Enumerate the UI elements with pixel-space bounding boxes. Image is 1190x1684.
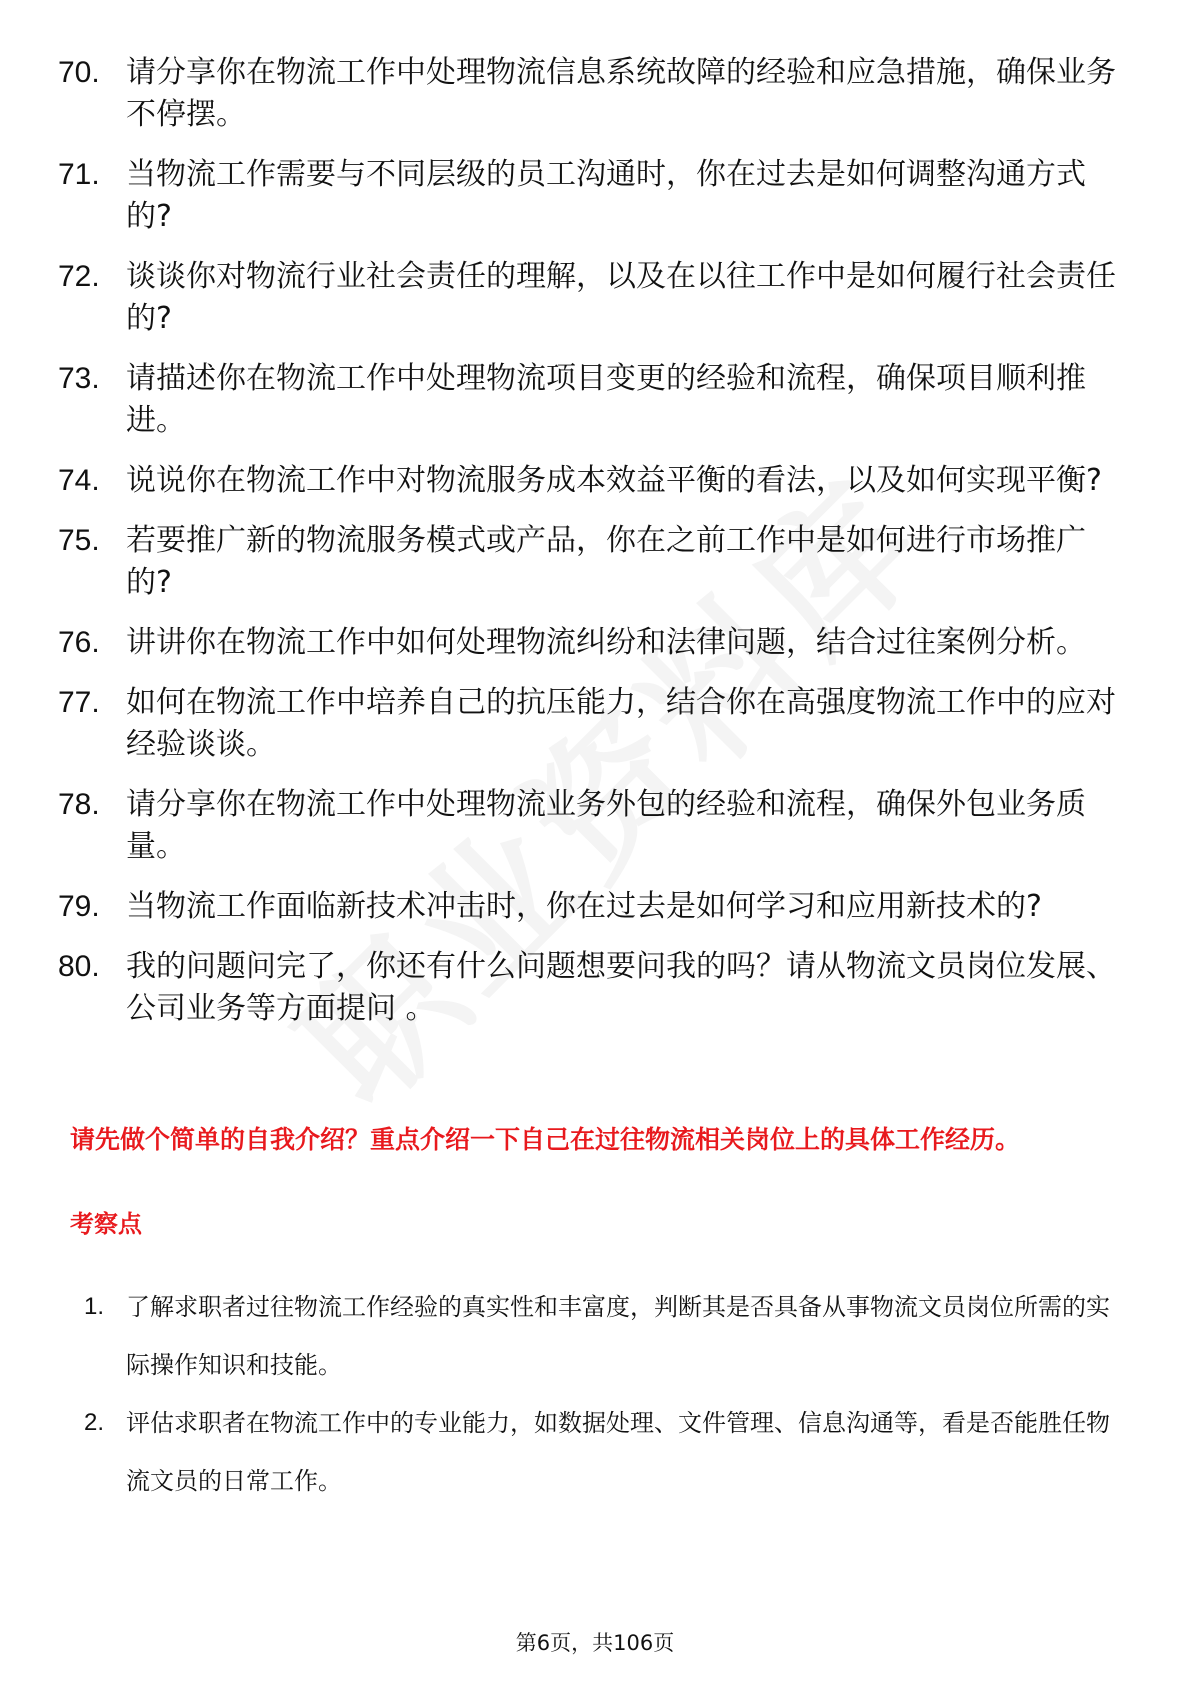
point-number: 2. bbox=[84, 1409, 105, 1436]
section-title: 请先做个简单的自我介绍？重点介绍一下自己在过往物流相关岗位上的具体工作经历。 bbox=[70, 1125, 1021, 1154]
question-text: 说说你在物流工作中对物流服务成本效益平衡的看法，以及如何实现平衡? bbox=[126, 463, 1102, 498]
question-text: 如何在物流工作中培养自己的抗压能力，结合你在高强度物流工作中的应对经验谈谈。 bbox=[126, 685, 1116, 762]
question-number: 73. bbox=[58, 362, 100, 395]
section-subtitle: 考察点 bbox=[70, 1210, 142, 1238]
question-number: 70. bbox=[58, 56, 100, 89]
question-item bbox=[58, 622, 1118, 664]
question-number: 75. bbox=[58, 524, 100, 557]
question-text: 请描述你在物流工作中处理物流项目变更的经验和流程，确保项目顺利推进。 bbox=[126, 361, 1086, 438]
question-list bbox=[58, 52, 1118, 1048]
point-text: 了解求职者过往物流工作经验的真实性和丰富度，判断其是否具备从事物流文员岗位所需的实际操作知识和技能。 bbox=[126, 1293, 1110, 1379]
question-number: 74. bbox=[58, 464, 100, 497]
question-item bbox=[58, 460, 1118, 502]
question-item bbox=[58, 256, 1118, 340]
question-item bbox=[58, 520, 1118, 604]
assessment-point bbox=[84, 1394, 1124, 1510]
question-item bbox=[58, 886, 1118, 928]
question-item bbox=[58, 358, 1118, 442]
question-text: 我的问题问完了，你还有什么问题想要问我的吗？请从物流文员岗位发展、公司业务等方面提问 。 bbox=[126, 949, 1116, 1026]
question-text: 讲讲你在物流工作中如何处理物流纠纷和法律问题，结合过往案例分析。 bbox=[126, 625, 1086, 660]
question-item bbox=[58, 946, 1118, 1030]
question-number: 79. bbox=[58, 890, 100, 923]
assessment-point bbox=[84, 1278, 1124, 1394]
question-item bbox=[58, 784, 1118, 868]
question-number: 71. bbox=[58, 158, 100, 191]
question-number: 72. bbox=[58, 260, 100, 293]
question-text: 谈谈你对物流行业社会责任的理解，以及在以往工作中是如何履行社会责任的? bbox=[126, 259, 1116, 336]
question-number: 80. bbox=[58, 950, 100, 983]
question-number: 76. bbox=[58, 626, 100, 659]
question-number: 78. bbox=[58, 788, 100, 821]
assessment-points-list bbox=[84, 1278, 1124, 1510]
point-number: 1. bbox=[84, 1293, 105, 1320]
question-item bbox=[58, 682, 1118, 766]
page-footer: 第6页，共106页 bbox=[515, 1631, 675, 1655]
question-text: 当物流工作需要与不同层级的员工沟通时，你在过去是如何调整沟通方式的? bbox=[126, 157, 1086, 234]
question-text: 请分享你在物流工作中处理物流业务外包的经验和流程，确保外包业务质量。 bbox=[126, 787, 1086, 864]
question-text: 若要推广新的物流服务模式或产品，你在之前工作中是如何进行市场推广的? bbox=[126, 523, 1086, 600]
question-number: 77. bbox=[58, 686, 100, 719]
question-item bbox=[58, 154, 1118, 238]
question-item bbox=[58, 52, 1118, 136]
question-text: 当物流工作面临新技术冲击时，你在过去是如何学习和应用新技术的? bbox=[126, 889, 1042, 924]
point-text: 评估求职者在物流工作中的专业能力，如数据处理、文件管理、信息沟通等，看是否能胜任物流文员的日常工作。 bbox=[126, 1409, 1110, 1495]
question-text: 请分享你在物流工作中处理物流信息系统故障的经验和应急措施，确保业务不停摆。 bbox=[126, 55, 1116, 132]
